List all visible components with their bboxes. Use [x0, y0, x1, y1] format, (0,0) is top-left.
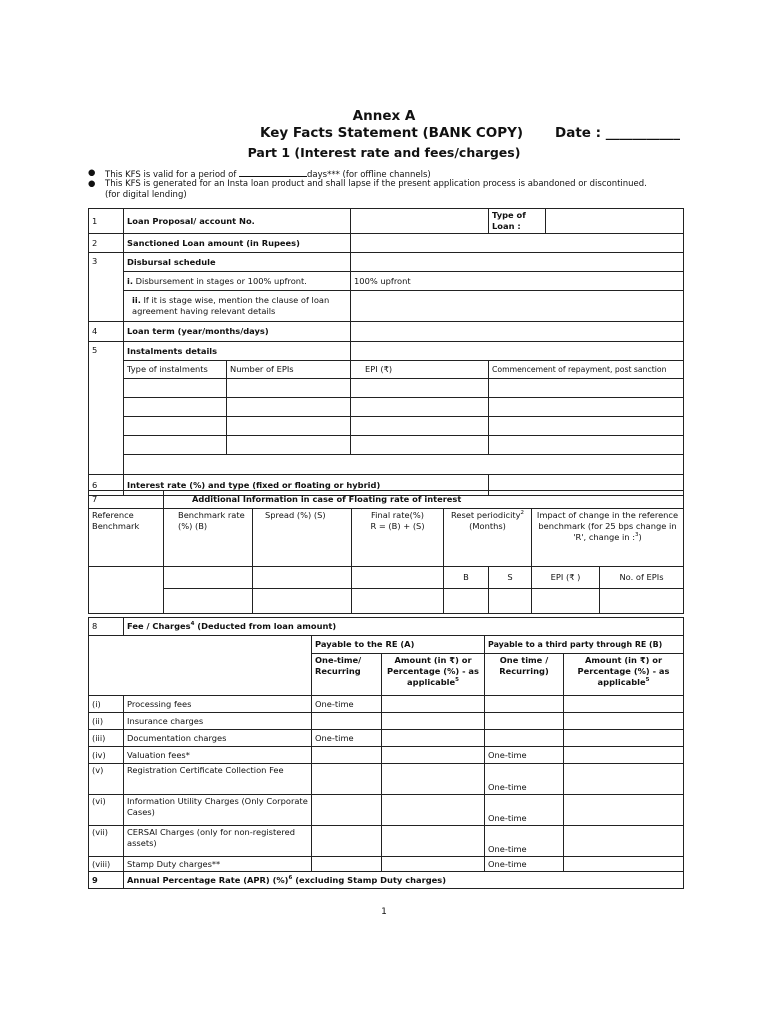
fee-charges-label — [124, 618, 684, 636]
b-subheader: B — [444, 567, 489, 589]
fee-name: Processing fees — [124, 696, 312, 713]
loan-proposal-label: Loan Proposal/ account No. — [124, 209, 351, 234]
kfs-table-floating — [88, 490, 684, 614]
fee-name: Insurance charges — [124, 713, 312, 730]
floating-value-row — [89, 589, 684, 614]
instalment-row — [89, 398, 684, 417]
fee-re-frequency — [312, 764, 382, 795]
payable-header — [89, 636, 684, 654]
sub-label: If it is stage wise, mention the clause of loan agreement having relevant details — [132, 295, 330, 316]
row-1 — [89, 209, 684, 234]
reference-benchmark-header: Reference Benchmark — [89, 509, 164, 567]
bullet-insta: ● This KFS is generated for an Insta loan product and shall lapse if the present application process is abandoned or discontinued. (for digital lending) — [88, 179, 647, 200]
impact-close: ) — [638, 532, 642, 542]
disbursement-stages-value: 100% upfront — [351, 272, 684, 291]
sanctioned-amount-value — [351, 234, 684, 253]
footnote-ref: 2 — [520, 510, 525, 517]
fee-re-frequency — [312, 747, 382, 764]
type-of-instalments-header: Type of instalments — [124, 361, 227, 379]
fee-name: Registration Certificate Collection Fee — [124, 764, 312, 795]
fee-row — [89, 857, 684, 872]
row-5 — [89, 342, 684, 361]
re-amount-text: Amount (in ₹) or Percentage (%) - as applicable — [387, 655, 479, 687]
epi-header: EPI (₹) — [351, 361, 489, 379]
loan-proposal-value — [351, 209, 489, 234]
footnote-ref: 5 — [645, 677, 650, 684]
fee-third-party-frequency: One-time — [485, 795, 564, 826]
final-rate-header — [352, 509, 444, 567]
instalments-header — [89, 361, 684, 379]
fee-re-frequency — [312, 713, 382, 730]
impact-header — [532, 509, 684, 567]
sanctioned-amount-label: Sanctioned Loan amount (in Rupees) — [124, 234, 351, 253]
spread-header: Spread (%) (S) — [253, 509, 352, 567]
reset-periodicity-unit: (Months) — [469, 521, 506, 531]
bullet-validity-text: This KFS is valid for a period of — [105, 170, 237, 180]
fee-name: Valuation fees* — [124, 747, 312, 764]
fee-row — [89, 696, 684, 713]
date-label: Date : ___________ — [555, 125, 680, 141]
apr-note: (excluding Stamp Duty charges) — [292, 874, 447, 885]
row-number: 5 — [89, 342, 124, 475]
floating-rate-label: Additional Information in case of Floating rate of interest — [164, 491, 684, 509]
third-party-one-time-header: One time / Recurring) — [485, 654, 564, 696]
row-8 — [89, 618, 684, 636]
fee-number: (v) — [89, 764, 124, 795]
annex-title: Annex A — [352, 108, 416, 124]
fee-row — [89, 795, 684, 826]
disbursement-stages-label — [124, 272, 351, 291]
instalments-details-label: Instalments details — [124, 342, 351, 361]
footnote-ref: 4 — [190, 621, 195, 628]
final-rate-text: Final rate(%) — [371, 510, 424, 520]
row-3ii — [89, 291, 684, 322]
fee-re-frequency — [312, 795, 382, 826]
kfs-table-fees — [88, 617, 684, 889]
row-number: 8 — [89, 618, 124, 636]
re-one-time-header: One-time/ Recurring — [312, 654, 382, 696]
row-2 — [89, 234, 684, 253]
fee-number: (iii) — [89, 730, 124, 747]
benchmark-rate-header: Benchmark rate (%) (B) — [164, 509, 253, 567]
fee-number: (i) — [89, 696, 124, 713]
stage-wise-clause-label — [124, 291, 351, 322]
fee-number: (viii) — [89, 857, 124, 872]
sub-number: ii. — [132, 295, 141, 305]
re-amount-header — [382, 654, 485, 696]
impact-text: Impact of change in the reference benchmark (for 25 bps change in 'R', change in : — [536, 510, 679, 542]
row-number: 4 — [89, 322, 124, 342]
fee-re-frequency — [312, 857, 382, 872]
fee-row — [89, 713, 684, 730]
validity-days-blank — [239, 168, 307, 177]
instalment-row — [89, 436, 684, 455]
payable-third-party-header: Payable to a third party through RE (B) — [485, 636, 684, 654]
footnote-ref: 3 — [635, 532, 639, 539]
loan-term-value — [351, 322, 684, 342]
fee-number: (ii) — [89, 713, 124, 730]
fee-third-party-frequency — [485, 696, 564, 713]
row-number: 1 — [89, 209, 124, 234]
kfs-title: Key Facts Statement (BANK COPY) — [260, 125, 524, 141]
stage-wise-clause-value — [351, 291, 684, 322]
fee-third-party-frequency — [485, 713, 564, 730]
fee-name: CERSAI Charges (only for non-registered assets) — [124, 826, 312, 857]
s-subheader: S — [489, 567, 532, 589]
footnote-ref: 5 — [455, 677, 459, 684]
third-party-amount-header — [564, 654, 684, 696]
instalment-row — [89, 417, 684, 436]
fee-third-party-frequency: One-time — [485, 826, 564, 857]
reset-periodicity-header — [444, 509, 532, 567]
floating-header — [89, 509, 684, 567]
row-7 — [89, 491, 684, 509]
fee-row — [89, 764, 684, 795]
row-4 — [89, 322, 684, 342]
interest-rate-label: Interest rate (%) and type (fixed or floating or hybrid) — [124, 475, 489, 496]
row-3i — [89, 272, 684, 291]
fee-re-frequency — [312, 826, 382, 857]
page-number: 1 — [381, 907, 387, 917]
final-rate-formula: R = (B) + (S) — [370, 521, 425, 531]
payable-to-re-header: Payable to the RE (A) — [312, 636, 485, 654]
row-3 — [89, 253, 684, 272]
bullet-validity-suffix: days*** (for offline channels) — [307, 170, 431, 180]
commencement-header: Commencement of repayment, post sanction — [489, 361, 684, 379]
third-party-amount-text: Amount (in ₹) or Percentage (%) - as applicable — [577, 655, 670, 687]
row-9 — [89, 872, 684, 889]
fee-row — [89, 730, 684, 747]
row-number: 7 — [89, 491, 164, 509]
instalment-spacer — [89, 455, 684, 475]
row-number: 6 — [89, 475, 124, 496]
row-number: 9 — [89, 872, 124, 889]
fee-re-frequency: One-time — [312, 696, 382, 713]
fee-name: Documentation charges — [124, 730, 312, 747]
sub-number: i. — [127, 275, 133, 286]
fee-number: (vii) — [89, 826, 124, 857]
footnote-ref: 6 — [288, 874, 293, 881]
disbursal-schedule-value — [351, 253, 684, 272]
fee-third-party-frequency: One-time — [485, 764, 564, 795]
fee-number: (iv) — [89, 747, 124, 764]
fee-re-frequency: One-time — [312, 730, 382, 747]
fee-number: (vi) — [89, 795, 124, 826]
epi-subheader: EPI (₹ ) — [532, 567, 600, 589]
fee-charges-text: Fee / Charges — [127, 621, 191, 631]
floating-subheader — [89, 567, 684, 589]
loan-term-label: Loan term (year/months/days) — [124, 322, 351, 342]
fee-third-party-frequency — [485, 730, 564, 747]
fee-third-party-frequency: One-time — [485, 747, 564, 764]
fee-row — [89, 747, 684, 764]
fee-name: Information Utility Charges (Only Corporate Cases) — [124, 795, 312, 826]
fee-row — [89, 826, 684, 857]
instalment-row — [89, 379, 684, 398]
sub-label: Disbursement in stages or 100% upfront. — [135, 275, 307, 286]
bullet-insta-text: This KFS is generated for an Insta loan product and shall lapse if the present application process is abandoned or discontinued. (for digital lending) — [105, 179, 647, 200]
reset-periodicity-text: Reset periodicity — [450, 510, 521, 520]
no-of-epis-subheader: No. of EPIs — [600, 567, 684, 589]
fee-third-party-frequency: One-time — [485, 857, 564, 872]
kfs-table-top — [88, 208, 684, 496]
bullet-validity: ● This KFS is valid for a period of days*** (for offline channels) — [88, 168, 431, 180]
disbursal-schedule-label: Disbursal schedule — [124, 253, 351, 272]
number-of-epis-header: Number of EPIs — [227, 361, 351, 379]
fee-charges-note: (Deducted from loan amount) — [194, 621, 337, 631]
row-number: 2 — [89, 234, 124, 253]
row-number: 3 — [89, 253, 124, 322]
type-of-loan-label: Type of Loan : — [489, 209, 546, 234]
instalments-details-value — [351, 342, 684, 361]
fee-name: Stamp Duty charges** — [124, 857, 312, 872]
part-title: Part 1 (Interest rate and fees/charges) — [247, 145, 521, 160]
fees-column-header — [89, 654, 684, 696]
type-of-loan-value — [546, 209, 684, 234]
apr-text: Annual Percentage Rate (APR) (%) — [127, 874, 289, 885]
apr-label — [124, 872, 684, 889]
